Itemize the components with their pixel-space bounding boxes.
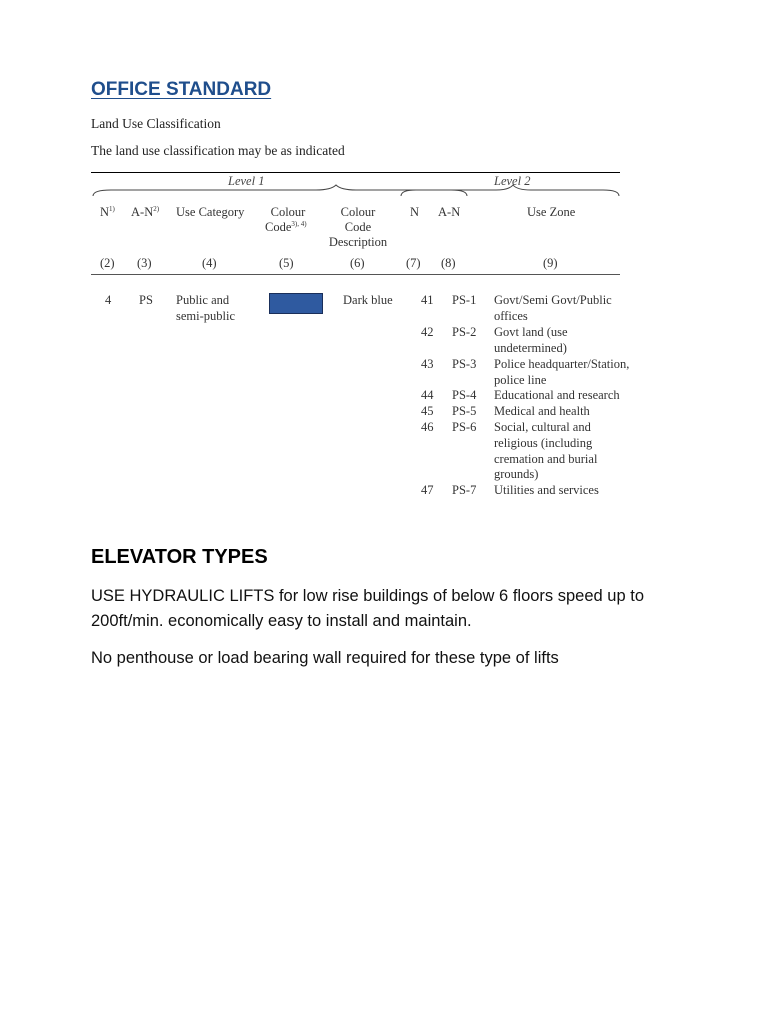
zone-name-line: Utilities and services (494, 483, 599, 497)
zone-n: 46 (421, 420, 434, 434)
col-number: (6) (350, 256, 365, 270)
col-number: (8) (441, 256, 456, 270)
header-n2: N (410, 205, 420, 219)
header-ccd-line1: Colour (340, 205, 376, 219)
header-n: $N^{1)}$ (100, 205, 115, 220)
zone-an: PS-4 (452, 388, 477, 402)
zone-name-line: grounds) (494, 467, 539, 481)
zone-n: 43 (421, 357, 434, 371)
zone-name-line: cremation and burial (494, 452, 598, 466)
header-ccd-line3: Description (328, 235, 388, 249)
zone-an: PS-7 (452, 483, 477, 497)
zone-n: 47 (421, 483, 434, 497)
row-colour-description: Dark blue (343, 293, 393, 307)
zone-n: 41 (421, 293, 434, 307)
row-n: 4 (105, 293, 112, 307)
intro-text: The land use classification may be as indicated (91, 143, 345, 158)
table-top-rule (91, 172, 620, 173)
header-an2: A-N (438, 205, 461, 219)
zone-name-line: offices (494, 309, 528, 323)
zone-name-line: Social, cultural and (494, 420, 591, 434)
zone-n: 42 (421, 325, 434, 339)
col-number: (4) (202, 256, 217, 270)
row-category-line2: semi-public (176, 309, 236, 323)
level2-label: Level 2 (494, 174, 531, 188)
header-colour-code-line1: Colour (270, 205, 306, 219)
elevator-types-heading: ELEVATOR TYPES (91, 546, 268, 568)
col-number: (3) (137, 256, 152, 270)
header-use-category: Use Category (176, 205, 245, 219)
zone-name-line: Govt land (use (494, 325, 568, 339)
zone-an: PS-3 (452, 357, 477, 371)
penthouse-paragraph: No penthouse or load bearing wall required for these type of lifts (91, 649, 559, 667)
zone-name-line: police line (494, 373, 547, 387)
zone-n: 44 (421, 388, 434, 402)
zone-name-line: Educational and research (494, 388, 620, 402)
col-number: (5) (279, 256, 294, 270)
header-colour-code-line2: Code$^{3), 4)}$ (265, 220, 307, 235)
header-an: $A-N^{2)}$ (131, 205, 160, 220)
section-subtitle: Land Use Classification (91, 116, 221, 131)
level1-label: Level 1 (228, 174, 265, 188)
colour-swatch (269, 293, 323, 314)
row-category-line1: Public and (176, 293, 230, 307)
zone-name-line: undetermined) (494, 341, 567, 355)
zone-an: PS-1 (452, 293, 477, 307)
zone-an: PS-5 (452, 404, 477, 418)
header-use-zone: Use Zone (527, 205, 576, 219)
zone-an: PS-2 (452, 325, 477, 339)
header-ccd-line2: Code (344, 220, 372, 234)
col-number: (2) (100, 256, 115, 270)
zone-name-line: Govt/Semi Govt/Public (494, 293, 612, 307)
zone-name-line: Medical and health (494, 404, 590, 418)
col-number: (7) (406, 256, 421, 270)
hydraulic-lifts-paragraph: USE HYDRAULIC LIFTS for low rise buildings of below 6 floors speed up to 200ft/min. economically easy to install and maintain. (91, 587, 644, 630)
page-title: OFFICE STANDARD (91, 79, 272, 100)
table-header-rule (91, 274, 620, 275)
row-an: PS (139, 293, 153, 307)
zone-an: PS-6 (452, 420, 477, 434)
zone-name-line: Police headquarter/Station, (494, 357, 630, 371)
col-number: (9) (543, 256, 558, 270)
zone-n: 45 (421, 404, 434, 418)
level-braces (91, 184, 621, 198)
zone-name-line: religious (including (494, 436, 593, 450)
